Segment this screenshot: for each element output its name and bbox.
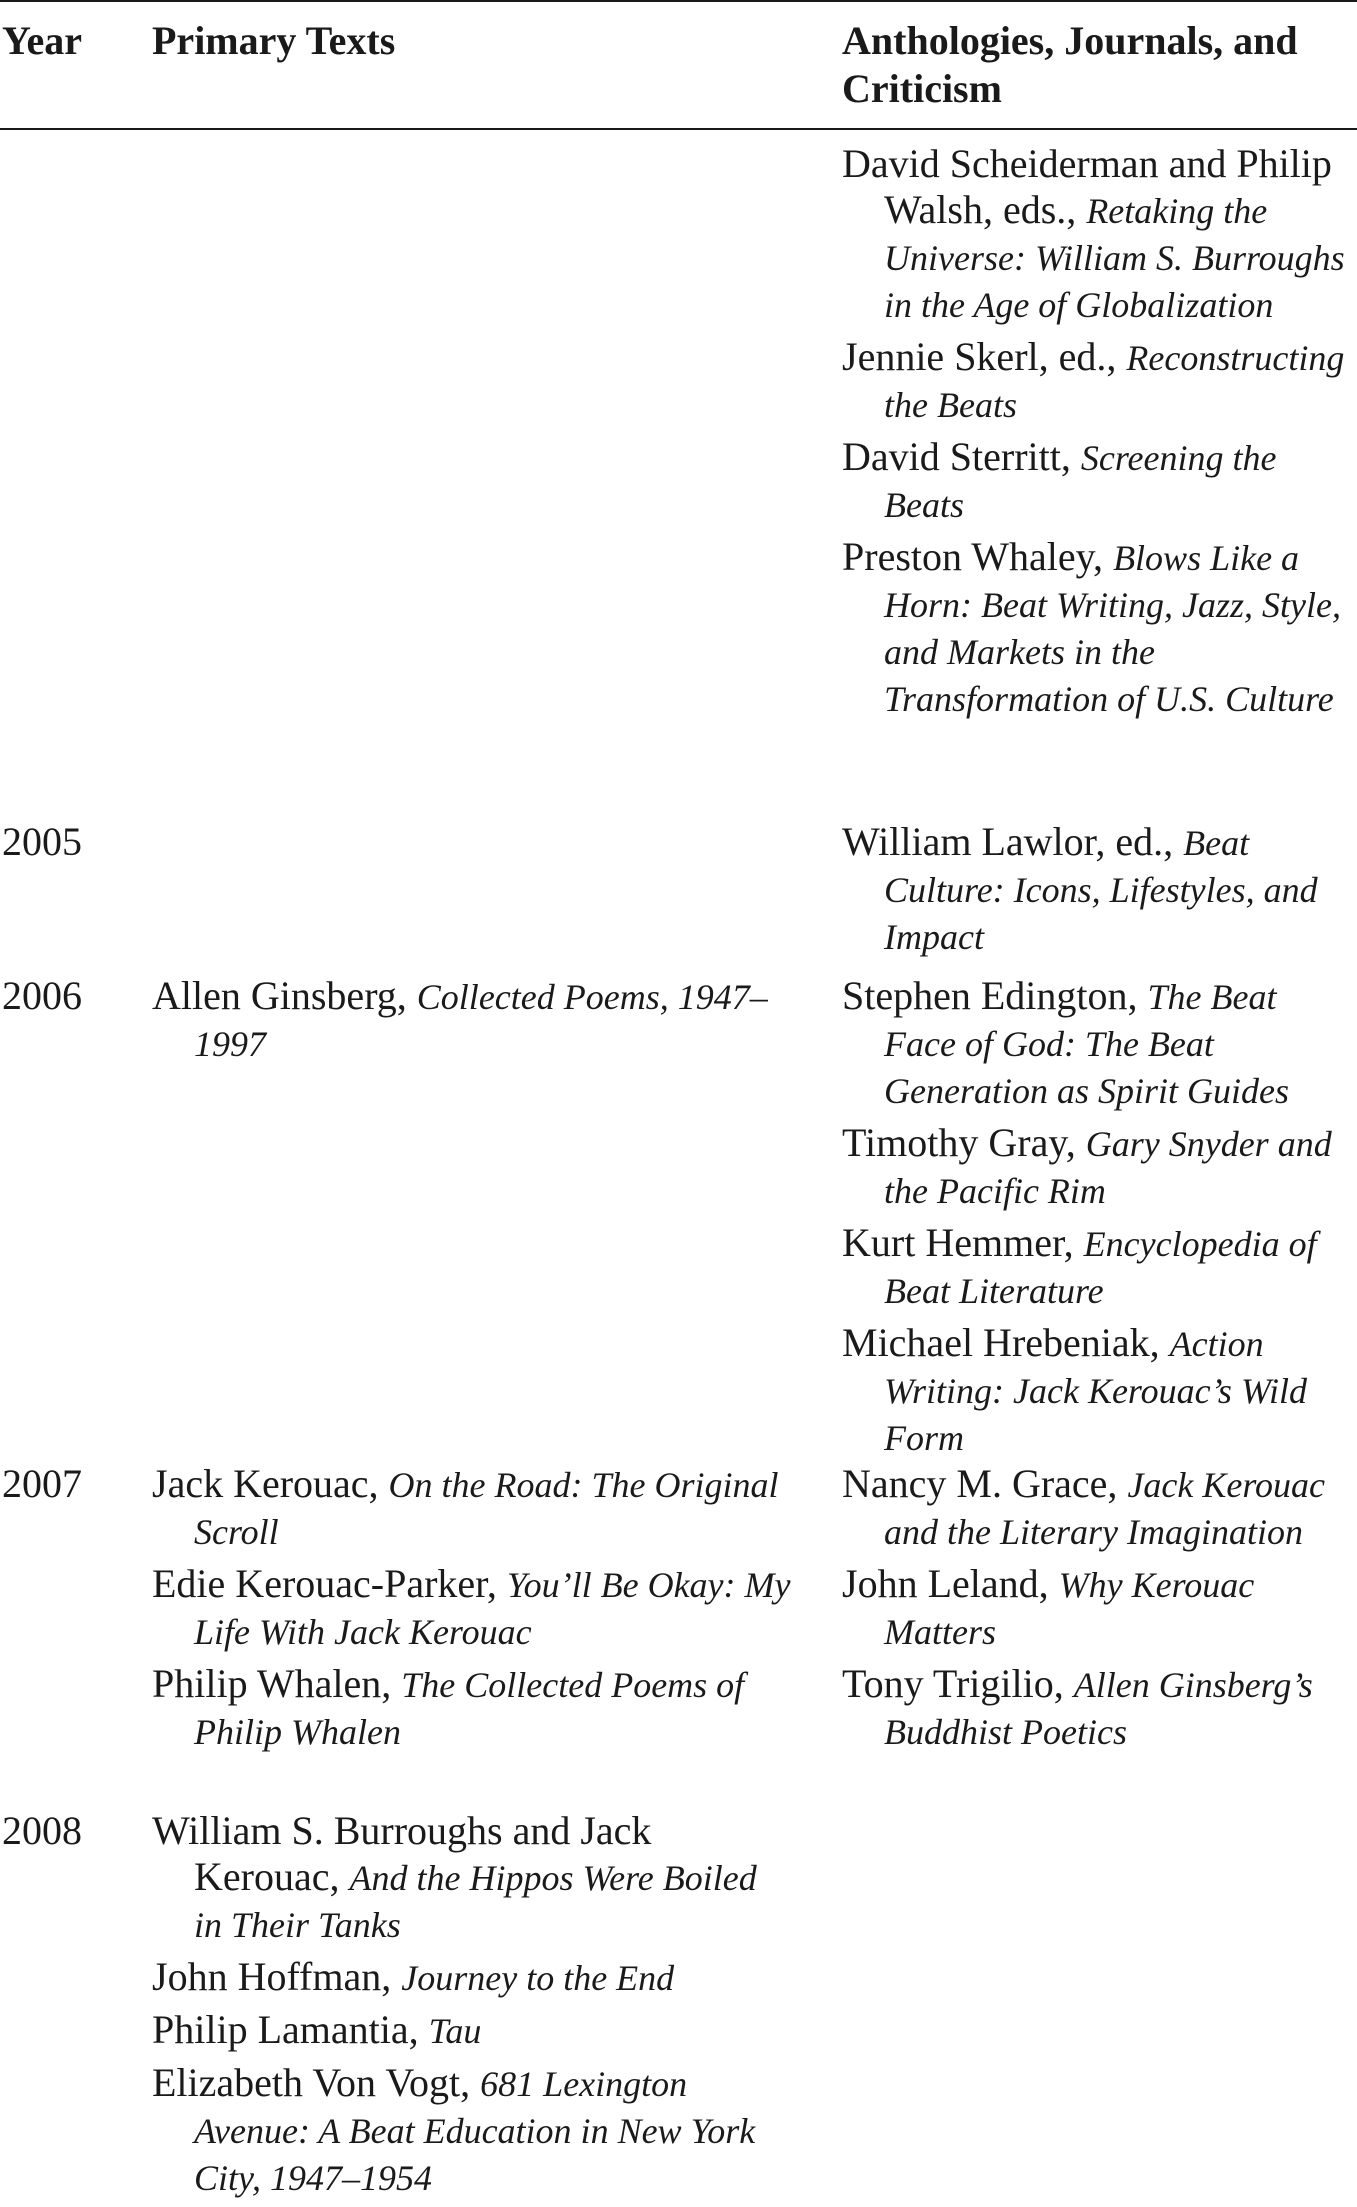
entry-title: The Beat Face of God: The Beat Generation as Spirit Guides xyxy=(884,977,1289,1111)
entry-author: Jennie Skerl, ed., xyxy=(842,334,1127,379)
entry-author: David Scheiderman and Philip Walsh, eds., xyxy=(842,141,1332,232)
anthology-entry xyxy=(842,1220,1357,1314)
entry-title: Reconstructing the Beats xyxy=(884,338,1345,425)
entry-author: William S. Burroughs and Jack Kerouac, xyxy=(152,1808,652,1899)
entry-title: Jack Kerouac and the Literary Imagination xyxy=(884,1465,1326,1552)
anthology-entry xyxy=(842,141,1357,328)
entry-title: And the Hippos Were Boiled in Their Tanks xyxy=(194,1858,757,1945)
header-year: Year xyxy=(2,18,82,63)
anthology-entry xyxy=(842,1561,1357,1655)
entry-author: Elizabeth Von Vogt, xyxy=(152,2060,481,2105)
primary-entry xyxy=(152,2060,792,2201)
anthology-entry xyxy=(842,334,1357,428)
entry-author: Preston Whaley, xyxy=(842,534,1114,579)
year-2005: 2005 xyxy=(2,819,82,864)
primary-entry xyxy=(152,973,792,1067)
row-2007-primary xyxy=(152,1461,792,1761)
primary-entry xyxy=(152,1561,792,1655)
primary-entry xyxy=(152,2007,792,2054)
row-2008-primary xyxy=(152,1808,792,2207)
top-rule xyxy=(0,0,1357,2)
entry-author: John Hoffman, xyxy=(152,1954,402,1999)
anthology-entry xyxy=(842,1661,1357,1755)
entry-author: Edie Kerouac-Parker, xyxy=(152,1561,507,1606)
entry-author: David Sterritt, xyxy=(842,434,1081,479)
entry-author: Philip Whalen, xyxy=(152,1661,402,1706)
entry-title: 681 Lexington Avenue: A Beat Education in New York City, 1947–1954 xyxy=(194,2064,756,2198)
row-2006-anthologies xyxy=(842,973,1357,1467)
entry-title: Gary Snyder and the Pacific Rim xyxy=(884,1124,1332,1211)
year-2008: 2008 xyxy=(2,1808,82,1853)
entry-title: Beat Culture: Icons, Lifestyles, and Impact xyxy=(884,823,1318,957)
entry-author: Jack Kerouac, xyxy=(152,1461,389,1506)
header-rule xyxy=(0,128,1357,130)
anthology-entry xyxy=(842,1320,1357,1461)
entry-title: On the Road: The Original Scroll xyxy=(194,1465,779,1552)
entry-author: Philip Lamantia, xyxy=(152,2007,429,2052)
row-2005-anthologies xyxy=(842,819,1357,966)
year-2007: 2007 xyxy=(2,1461,82,1506)
primary-entry xyxy=(152,1661,792,1755)
entry-author: Tony Trigilio, xyxy=(842,1661,1074,1706)
row-2007-anthologies xyxy=(842,1461,1357,1761)
anthology-entry xyxy=(842,1120,1357,1214)
entry-author: Stephen Edington, xyxy=(842,973,1148,1018)
entry-title: Journey to the End xyxy=(401,1958,675,1998)
entry-title: Tau xyxy=(428,2011,482,2051)
year-2006: 2006 xyxy=(2,973,82,1018)
entry-author: William Lawlor, ed., xyxy=(842,819,1184,864)
primary-entry xyxy=(152,1461,792,1555)
entry-title: Allen Ginsberg’s Buddhist Poetics xyxy=(884,1665,1313,1752)
entry-title: Action Writing: Jack Kerouac’s Wild Form xyxy=(884,1324,1307,1458)
entry-title: Retaking the Universe: William S. Burroughs in the Age of Globalization xyxy=(884,191,1345,325)
header-primary-texts: Primary Texts xyxy=(152,18,396,63)
primary-entry xyxy=(152,1954,792,2001)
anthology-entry xyxy=(842,819,1357,960)
entry-author: Allen Ginsberg, xyxy=(152,973,417,1018)
entry-title: Why Kerouac Matters xyxy=(884,1565,1255,1652)
anthology-entry xyxy=(842,534,1357,722)
entry-title: You’ll Be Okay: My Life With Jack Kerouac xyxy=(194,1565,791,1652)
entry-title: Collected Poems, 1947–1997 xyxy=(194,977,768,1064)
entry-title: Encyclopedia of Beat Literature xyxy=(884,1224,1317,1311)
header-anthologies: Anthologies, Journals, and Criticism xyxy=(842,18,1298,111)
entry-author: Kurt Hemmer, xyxy=(842,1220,1084,1265)
anthology-entry xyxy=(842,1461,1357,1555)
row-2006-primary xyxy=(152,973,792,1073)
row-continued-anthologies xyxy=(842,141,1357,728)
entry-title: Blows Like a Horn: Beat Writing, Jazz, Style, and Markets in the Transformation of U.S. Culture xyxy=(884,538,1341,719)
primary-entry xyxy=(152,1808,792,1948)
entry-title: The Collected Poems of Philip Whalen xyxy=(194,1665,745,1752)
entry-author: Timothy Gray, xyxy=(842,1120,1086,1165)
anthology-entry xyxy=(842,973,1357,1114)
entry-title: Screening the Beats xyxy=(884,438,1277,525)
entry-author: Nancy M. Grace, xyxy=(842,1461,1128,1506)
anthology-entry xyxy=(842,434,1357,528)
entry-author: Michael Hrebeniak, xyxy=(842,1320,1170,1365)
entry-author: John Leland, xyxy=(842,1561,1059,1606)
